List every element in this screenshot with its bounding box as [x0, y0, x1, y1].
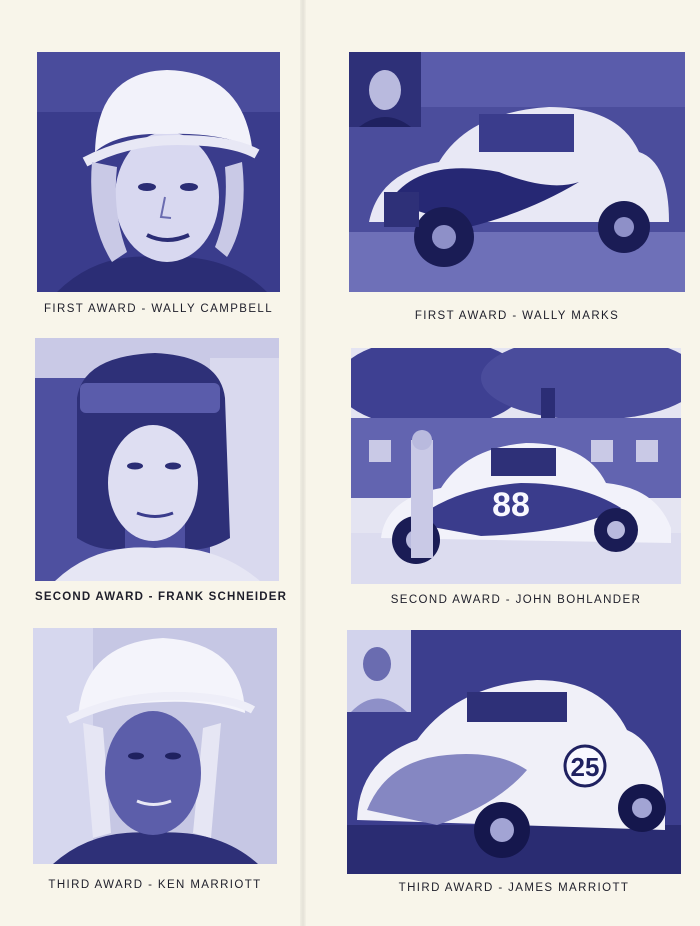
photo-james-marriott-car: [347, 630, 681, 874]
caption-first-award-marks: FIRST AWARD - WALLY MARKS: [414, 310, 620, 322]
caption-second-award-bohlander: SECOND AWARD - JOHN BOHLANDER: [390, 594, 642, 606]
photo-frank-schneider: [35, 338, 279, 581]
photo-wally-campbell: [37, 52, 280, 292]
caption-third-award-ken-marriott: THIRD AWARD - KEN MARRIOTT: [48, 879, 262, 891]
photo-john-bohlander-car: [351, 348, 681, 584]
car-number-88: 88: [492, 486, 530, 524]
caption-third-award-james-marriott: THIRD AWARD - JAMES MARRIOTT: [398, 882, 630, 894]
photo-ken-marriott: [33, 628, 277, 864]
caption-first-award-campbell: FIRST AWARD - WALLY CAMPBELL: [44, 303, 273, 315]
page-fold: [300, 0, 306, 926]
photo-wally-marks-car: [349, 52, 685, 292]
caption-second-award-schneider: SECOND AWARD - FRANK SCHNEIDER: [35, 591, 288, 603]
car-number-25: 25: [570, 752, 600, 782]
